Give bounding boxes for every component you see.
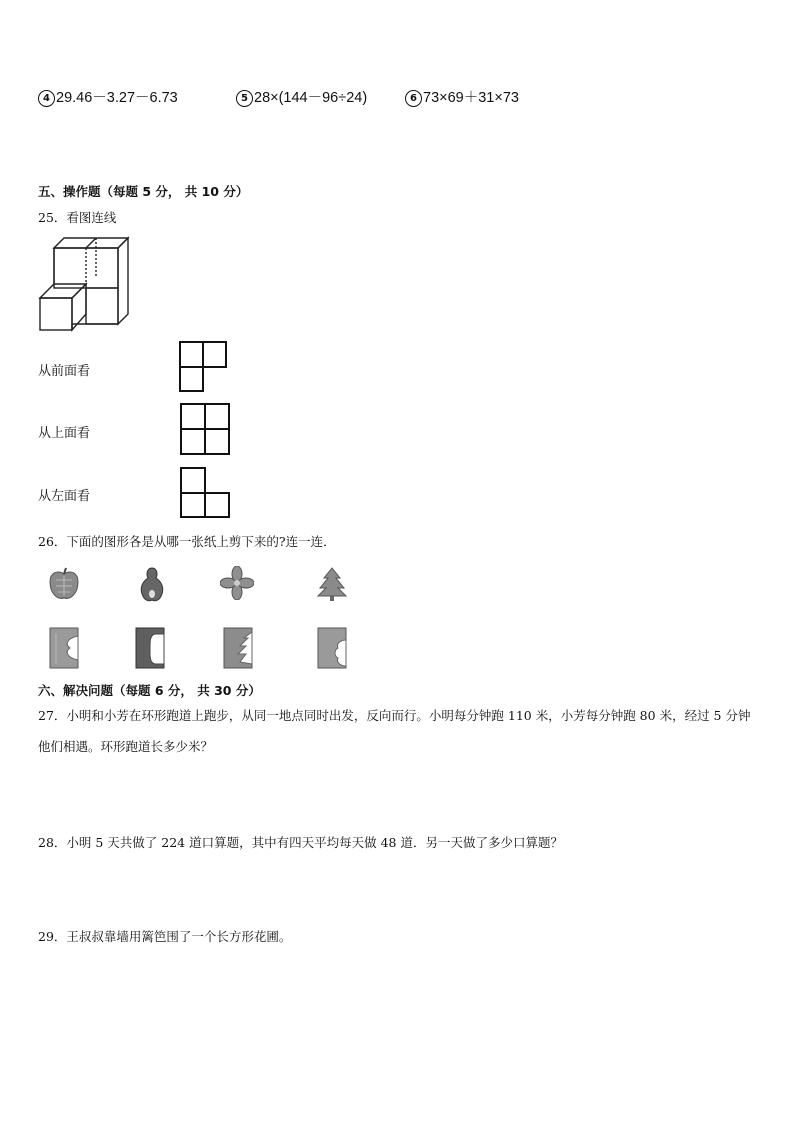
folded-paper-2-icon	[134, 626, 168, 670]
question-25: 25．看图连线	[38, 210, 117, 225]
question-27: 27．小明和小芳在环形跑道上跑步，从同一地点同时出发，反向而行。小明每分钟跑 110 米，小芳每分钟跑 80 米，经过 5 分钟他们相遇。环形跑道长多少米？	[38, 708, 751, 754]
expression-6	[405, 86, 519, 107]
folded-paper-1-icon	[48, 626, 82, 670]
expression-text: 29.46－3.27－6.73	[56, 90, 178, 106]
folded-paper-3-icon	[222, 626, 256, 670]
apple-cutout-icon	[48, 566, 80, 602]
view-label-left: 从左面看	[38, 489, 91, 504]
section-title-problem-solving: 六、解决问题（每题 6 分， 共 30 分）	[38, 683, 261, 698]
expression-text: 73×69＋31×73	[423, 90, 519, 106]
left-view-grid	[179, 466, 233, 520]
flower-cutout-icon	[220, 566, 254, 600]
expression-4	[38, 86, 178, 107]
question-29: 29．王叔叔靠墙用篱笆围了一个长方形花圃。	[38, 929, 292, 944]
top-view-grid	[179, 402, 233, 458]
circled-number: 6	[405, 90, 422, 107]
question-26: 26．下面的图形各是从哪一张纸上剪下来的?连一连．	[38, 534, 336, 549]
tree-cutout-icon	[316, 566, 348, 602]
expression-text: 28×(144－96÷24)	[254, 90, 368, 106]
expression-5	[236, 86, 367, 107]
question-28: 28．小明 5 天共做了 224 道口算题，其中有四天平均每天做 48 道．另一天做了多少口算题？	[38, 835, 563, 850]
cube-stack-figure	[36, 234, 132, 334]
folded-paper-4-icon	[316, 626, 350, 670]
view-label-front: 从前面看	[38, 364, 91, 379]
view-label-top: 从上面看	[38, 426, 91, 441]
circled-number: 4	[38, 90, 55, 107]
section-title-operations: 五、操作题（每题 5 分， 共 10 分）	[38, 184, 249, 199]
gourd-cutout-icon	[138, 564, 166, 604]
circled-number: 5	[236, 90, 253, 107]
front-view-grid	[178, 340, 230, 394]
